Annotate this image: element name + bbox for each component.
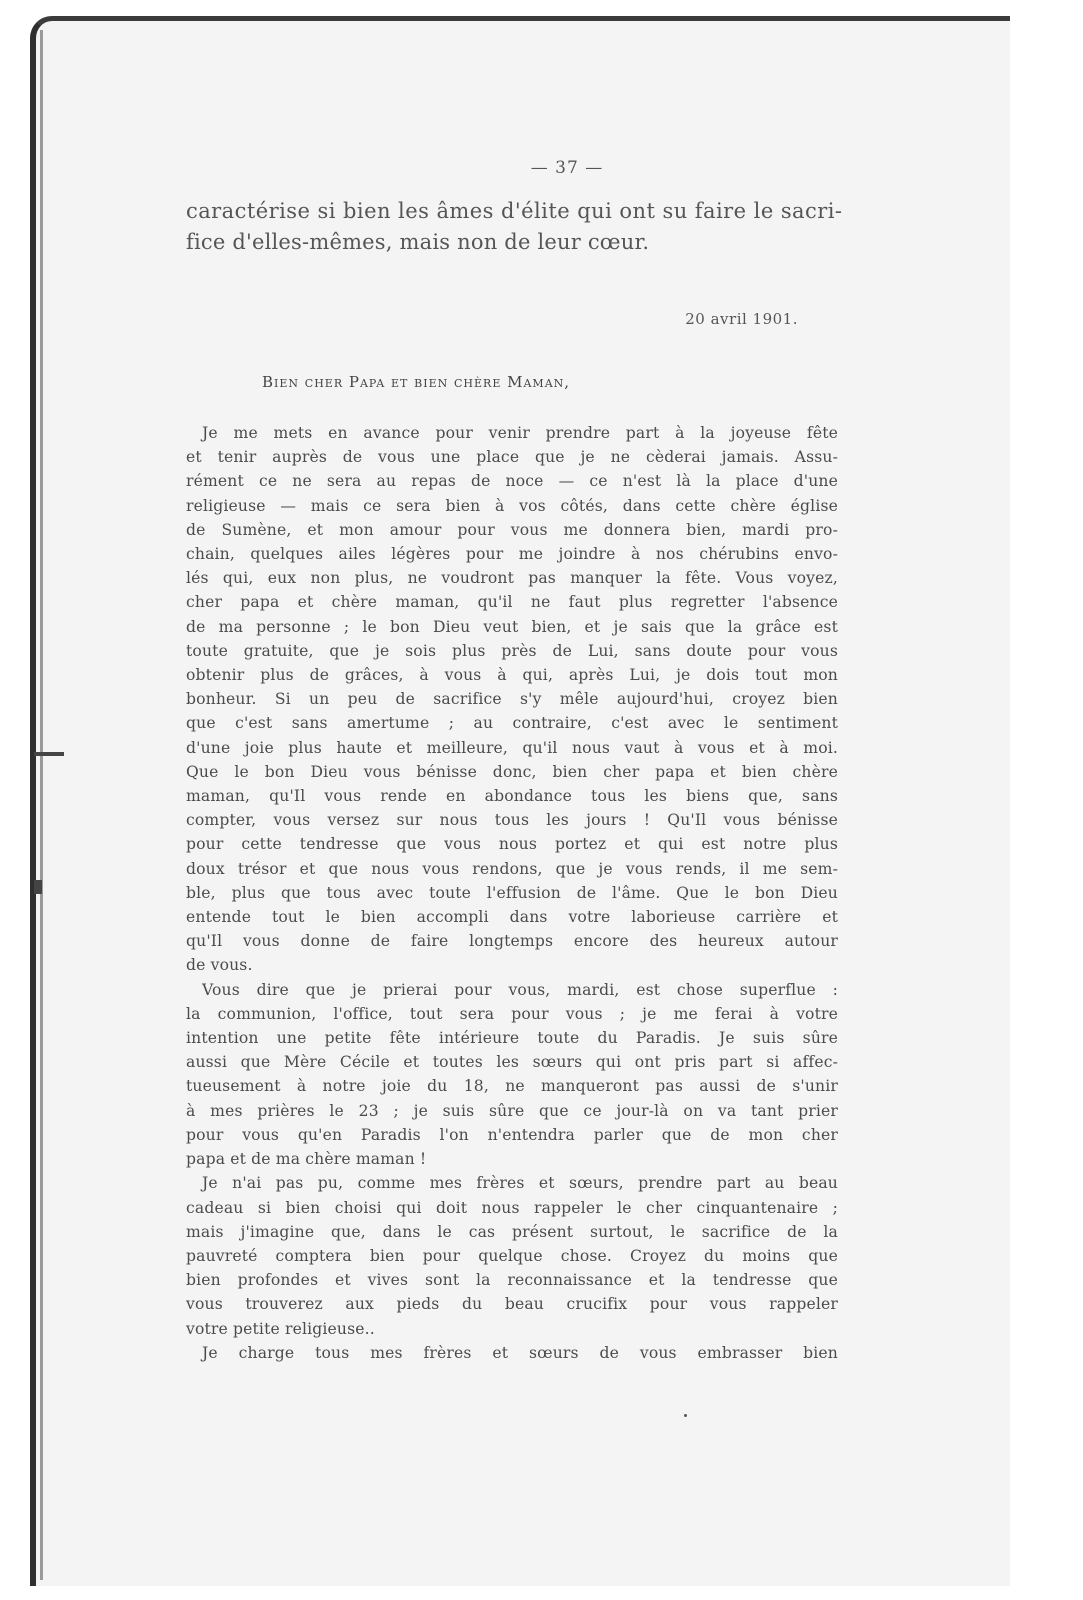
text-line: cadeau si bien choisi qui doit nous rappeler le cher cinquantenaire ;	[186, 1198, 838, 1217]
text-line: pour vous qu'en Paradis l'on n'entendra parler que de mon cher	[186, 1125, 838, 1144]
text-line: ble, plus que tous avec toute l'effusion de l'âme. Que le bon Dieu	[186, 883, 838, 902]
text-line: à mes prières le 23 ; je suis sûre que ce jour-là on va tant prier	[186, 1101, 838, 1120]
text-line: pauvreté comptera bien pour quelque chose. Croyez du moins que	[186, 1246, 838, 1265]
text-line: fice d'elles-mêmes, mais non de leur cœur.	[186, 230, 650, 254]
text-line: Je n'ai pas pu, comme mes frères et sœurs, prendre part au beau	[202, 1174, 838, 1193]
text-line: entende tout le bien accompli dans votre laborieuse carrière et	[186, 908, 838, 927]
text-line: vous trouverez aux pieds du beau crucifix pour vous rappeler	[186, 1295, 838, 1314]
text-line: Que le bon Dieu vous bénisse donc, bien cher papa et bien chère	[186, 762, 838, 781]
text-line: votre petite religieuse..	[186, 1319, 375, 1338]
text-line: maman, qu'Il vous rende en abondance tous les biens que, sans	[186, 787, 838, 806]
text-line: compter, vous versez sur nous tous les jours ! Qu'Il vous bénisse	[186, 811, 838, 830]
text-line: rément ce ne sera au repas de noce — ce n'est là la place d'une	[186, 472, 838, 491]
lead-paragraph	[186, 196, 843, 258]
page-number: — 37 —	[530, 158, 604, 178]
text-line: caractérise si bien les âmes d'élite qui ont su faire le sacri-	[186, 199, 843, 223]
text-line: bien profondes et vives sont la reconnaissance et la tendresse que	[186, 1271, 838, 1290]
text-line: cher papa et chère maman, qu'il ne faut plus regretter l'absence	[186, 593, 838, 612]
text-line: aussi que Mère Cécile et toutes les sœurs qui ont pris part si affec-	[186, 1053, 838, 1072]
text-line: toute gratuite, que je sois plus près de Lui, sans doute pour vous	[186, 641, 838, 660]
text-line: que c'est sans amertume ; au contraire, c'est avec le sentiment	[186, 714, 838, 733]
text-line: mais j'imagine que, dans le cas présent surtout, le sacrifice de la	[186, 1222, 838, 1241]
text-line: de Sumène, et mon amour pour vous me donnera bien, mardi pro-	[186, 520, 838, 539]
text-line: obtenir plus de grâces, à vous à qui, après Lui, je dois tout mon	[186, 666, 838, 685]
text-line: de ma personne ; le bon Dieu veut bien, et je sais que la grâce est	[186, 617, 838, 636]
text-line: d'une joie plus haute et meilleure, qu'il nous vaut à vous et à moi.	[186, 738, 838, 757]
scan-mark	[34, 752, 64, 756]
scan-speck	[684, 1414, 687, 1417]
text-line: intention une petite fête intérieure toute du Paradis. Je suis sûre	[186, 1029, 838, 1048]
text-line: la communion, l'office, tout sera pour vous ; je me ferai à votre	[186, 1004, 838, 1023]
text-line: papa et de ma chère maman !	[186, 1150, 427, 1169]
text-line: bonheur. Si un peu de sacrifice s'y mêle aujourd'hui, croyez bien	[186, 690, 838, 709]
text-line: Vous dire que je prierai pour vous, mardi, est chose superflue :	[202, 980, 838, 999]
text-line: de vous.	[186, 956, 253, 975]
text-line: lés qui, eux non plus, ne voudront pas manquer la fête. Vous voyez,	[186, 569, 838, 588]
text-line: religieuse — mais ce sera bien à vos côtés, dans cette chère église	[186, 496, 838, 515]
letter-date: 20 avril 1901.	[685, 310, 798, 328]
letter-salutation: Bien cher Papa et bien chère Maman,	[262, 373, 571, 391]
text-line: Je me mets en avance pour venir prendre part à la joyeuse fête	[202, 424, 838, 442]
binding-edge	[40, 30, 43, 1580]
text-line: tueusement à notre joie du 18, ne manqueront pas aussi de s'unir	[186, 1077, 838, 1096]
text-line: et tenir auprès de vous une place que je ne cèderai jamais. Assu-	[186, 448, 838, 467]
text-line: pour cette tendresse que vous nous portez et qui est notre plus	[186, 835, 838, 854]
text-line: Je charge tous mes frères et sœurs de vous embrasser bien	[202, 1343, 838, 1362]
text-line: chain, quelques ailes légères pour me joindre à nos chérubins envo-	[186, 545, 838, 564]
book-page	[186, 150, 843, 1365]
text-line: qu'Il vous donne de faire longtemps encore des heureux autour	[186, 932, 838, 951]
text-line: doux trésor et que nous vous rendons, que je vous rends, il me sem-	[186, 859, 838, 878]
letter-body	[186, 421, 838, 1365]
scan-mark	[34, 880, 42, 894]
